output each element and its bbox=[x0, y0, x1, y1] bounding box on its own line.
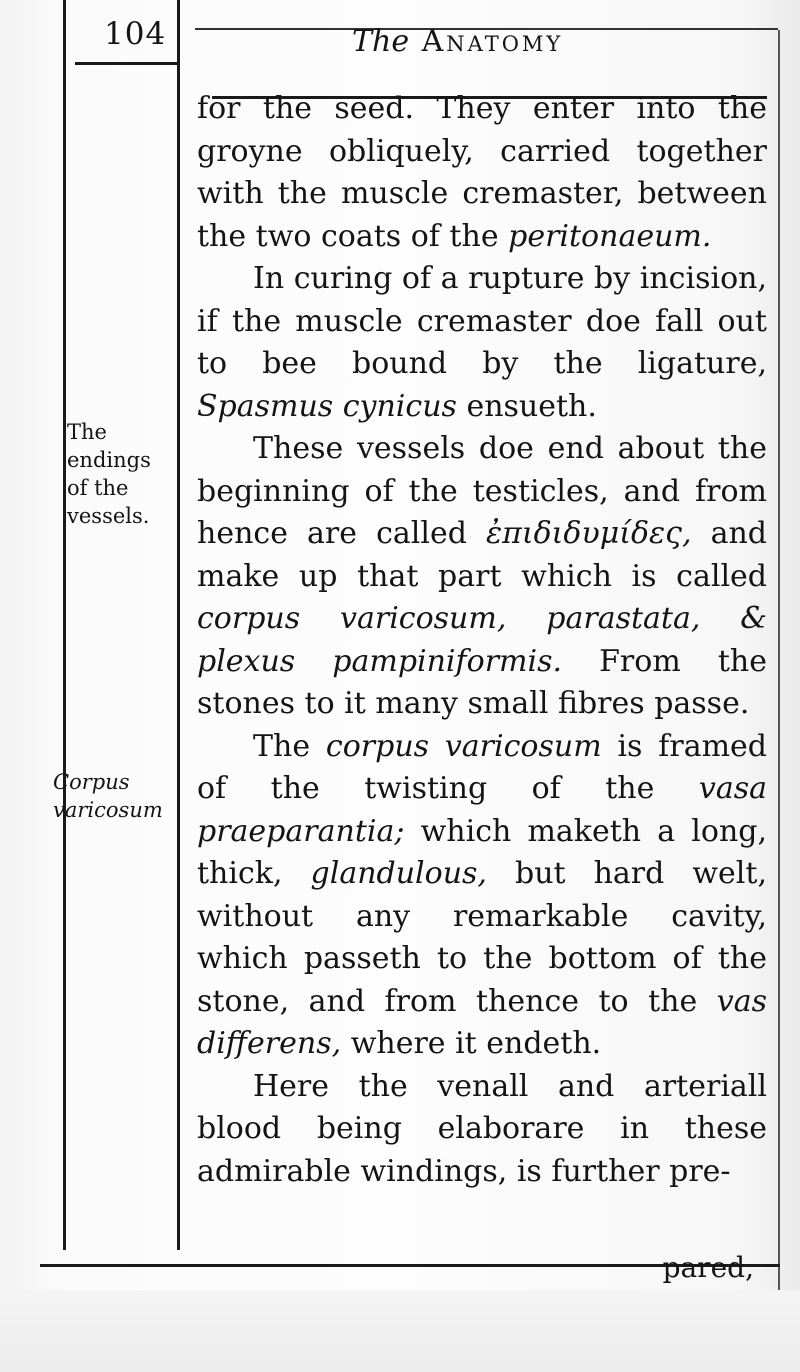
paragraph-4 bbox=[197, 726, 767, 1066]
text-run: The bbox=[253, 728, 326, 764]
greek-run: ἐπιδιδυμίδες, bbox=[486, 516, 692, 551]
italic-run: vasa praeparantia; bbox=[197, 771, 767, 849]
italic-run: corpus varicosum bbox=[325, 728, 602, 764]
running-head bbox=[352, 22, 563, 62]
margin-column-rule bbox=[177, 0, 180, 1250]
folio-underline bbox=[75, 62, 178, 65]
running-head-anatomy: Anatomy bbox=[421, 24, 564, 59]
text-run: From the stones to it many small fibres passe. bbox=[197, 643, 767, 721]
text-run: and make up that part which is called bbox=[197, 516, 767, 594]
text-run: In curing of a rupture by incision, if the muscle cremaster doe fall out to bee bound by the ligature, bbox=[197, 261, 767, 381]
text-run: is framed of the twisting of the bbox=[197, 728, 767, 806]
page-bottom-margin bbox=[0, 1290, 800, 1372]
paragraph-1 bbox=[197, 88, 767, 258]
text-run: ensueth. bbox=[456, 388, 597, 424]
left-frame-rule bbox=[63, 0, 66, 1250]
italic-run: Spasmus cynicus bbox=[197, 388, 457, 424]
running-head-the: The bbox=[352, 24, 410, 59]
paragraph-3 bbox=[197, 428, 767, 726]
page-number: 104 bbox=[104, 16, 167, 52]
italic-run: vas differens, bbox=[197, 983, 767, 1061]
text-run: These vessels doe end about the beginning of the testicles, and from hence are called bbox=[197, 431, 767, 551]
catchword: pared, bbox=[662, 1251, 754, 1284]
right-frame-rule bbox=[778, 30, 780, 1292]
text-run: which maketh a long, thick, bbox=[197, 813, 767, 891]
text-run: where it endeth. bbox=[341, 1026, 602, 1061]
italic-run: glandulous, bbox=[310, 856, 487, 891]
paragraph-2 bbox=[197, 258, 767, 428]
italic-run: corpus varicosum, parastata, & plexus pampiniformis. bbox=[197, 601, 767, 679]
body-text bbox=[197, 88, 767, 1193]
paragraph-5: Here the venall and arteriall blood being elaborare in these admirable windings, is further pre- bbox=[197, 1068, 767, 1189]
margin-note-corpus-varicosum: Corpus varicosum bbox=[53, 770, 163, 822]
margin-note-endings: The endings of the vessels. bbox=[67, 420, 151, 528]
italic-run: peritonaeum. bbox=[508, 218, 712, 254]
text-run: but hard welt, without any remarkable cavity, which passeth to the bottom of the stone, and from thence to the bbox=[197, 856, 767, 1019]
text-run: for the seed. They enter into the groyne obliquely, carried together with the muscle cremaster, between the two coats of the bbox=[197, 91, 767, 254]
